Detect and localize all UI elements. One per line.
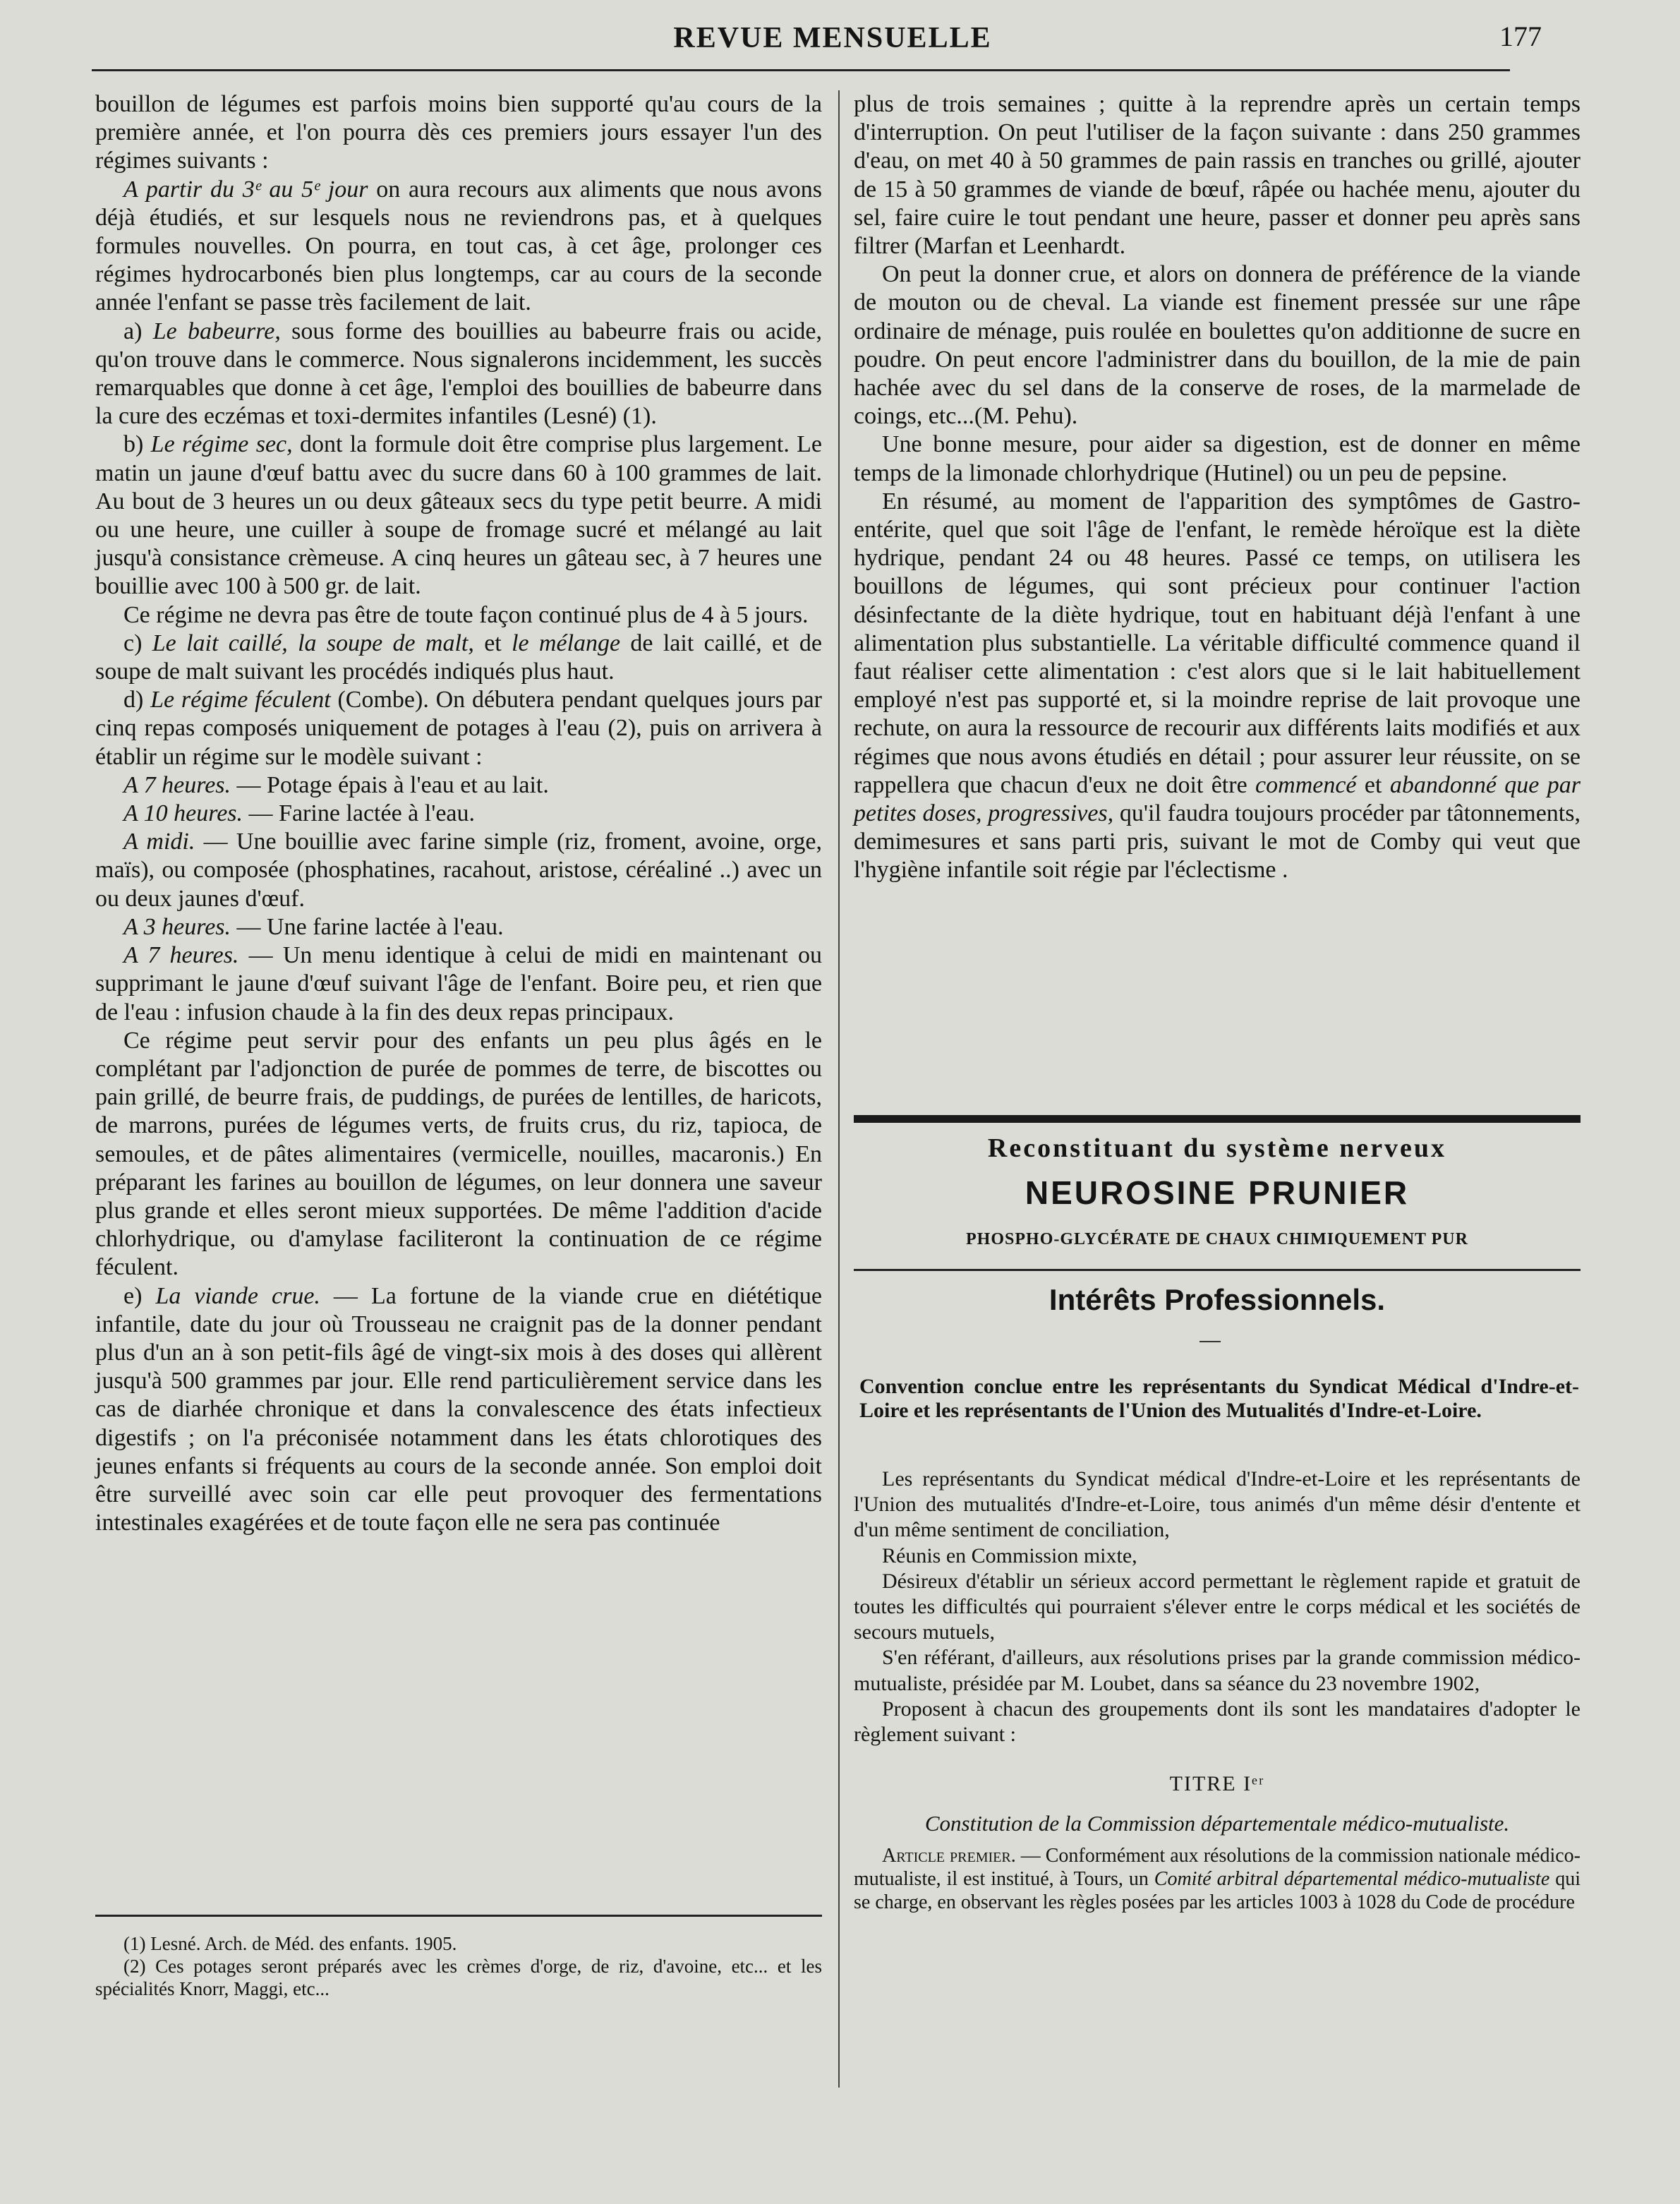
list-item-b: b) Le régime sec, dont la formule doit être comprise plus largement. Le matin un jaune d'œuf battu avec du sucre dans 60 à 100 grammes de lait. Au bout de 3 heures un ou deux gâteaux secs du type petit beurre. A midi ou une heure, une cuiller à soupe de fromage sucré et mélangé au lait jusqu'à consistance crèmeuse. A cinq heures un gâteau sec, à 7 heures une bouillie avec 100 à 500 gr. de lait. <box>95 431 822 600</box>
list-item-c: c) Le lait caillé, la soupe de malt, et le mélange de lait caillé, et de soupe de malt suivant les procédés indiqués plus haut. <box>95 630 822 685</box>
convention-body <box>854 1467 1581 1914</box>
paragraph: Réunis en Commission mixte, <box>882 1543 1137 1567</box>
titre-heading: TITRE Iᵉʳ <box>1169 1772 1265 1796</box>
footnote: (1) Lesné. Arch. de Méd. des enfants. 1905. <box>123 1933 457 1954</box>
paragraph: En résumé, au moment de l'apparition des symptômes de Gastro-entérite, quel que soit l'âge de l'enfant, le remède héroïque est la diète hydrique, pendant 24 ou 48 heures. Passé ce temps, on utilisera les bouillons de légumes, qui sont précieux pour continuer l'action désinfectante de la diète hydrique, tout en habituant déjà l'enfant à une alimentation plus substantielle. La véritable difficulté commence quand il faut réaliser cette alimentation : c'est alors que si le lait habituellement employé n'est pas supporté et, si la moindre reprise de lait provoque une rechute, on aura la ressource de recourir aux différents laits modifiés et aux régimes que nous avons étudiés en détail ; pour assurer leur réussite, on se rappellera que chacun d'eux ne doit être commencé et abandonné que par petites doses, progressives, qu'il faudra toujours procéder par tâtonnements, demimesures et sans parti pris, suivant le mot de Comby qui veut que l'hygiène infantile soit régie par l'éclectisme . <box>854 488 1581 884</box>
paragraph: Une bonne mesure, pour aider sa digestion, est de donner en même temps de la limonade chlorhydrique (Hutinel) ou un peu de pepsine. <box>854 431 1581 486</box>
paragraph: Ce régime peut servir pour des enfants un peu plus âgés en le complétant par l'adjonction de purée de pommes de terre, de biscottes ou pain grillé, de beurre frais, de puddings, de purées de lentilles, de haricots, de marrons, purées de légumes verts, de fruits crus, du riz, tapioca, de semoules, et de pâtes alimentaires (vermicelle, nouilles, macaronis.) En préparant les farines au bouillon de légumes, on leur donnera une saveur plus grande et elles seront mieux supportées. De même l'addition d'acide chlorhydrique, ou d'amylase faciliteront la continuation de ce régime féculent. <box>95 1027 822 1281</box>
constitution-heading: Constitution de la Commission départementale médico-mutualiste. <box>924 1811 1510 1836</box>
paragraph: Ce régime ne devra pas être de toute façon continué plus de 4 à 5 jours. <box>123 601 809 628</box>
column-divider <box>838 90 840 2088</box>
menu-line: A 7 heures. — Un menu identique à celui de midi en maintenant ou supprimant le jaune d'œuf suivant l'âge de l'enfant. Boire peu, et rien que de l'eau : infusion chaude à la fin des deux repas principaux. <box>95 942 822 1025</box>
list-item-e: e) La viande crue. — La fortune de la viande crue en diététique infantile, date du jour où Trousseau ne craignit pas de la donner pendant plus d'un an à son petit-fils âgé de vingt-six mois à des doses qui allèrent jusqu'à 500 grammes par jour. Elle rend particulièrement service dans les cas de diarhée chronique et dans la convalescence des états infectieux digestifs ; on l'a préconisée notamment dans les états chlorotiques des jeunes enfants si fréquents au cours de la seconde année. Son emploi doit être surveillé avec soin car elle peut provoquer des fermentations intestinales exagérées et de toute façon elle ne sera pas continuée <box>95 1282 822 1536</box>
paragraph: S'en référant, d'ailleurs, aux résolutions prises par la grande commission médico-mutualiste, présidée par M. Loubet, dans sa séance du 23 novembre 1902, <box>854 1646 1581 1695</box>
right-column <box>854 90 1581 885</box>
header-rule <box>92 69 1510 71</box>
left-column <box>95 90 822 1537</box>
ad-tagline: Reconstituant du système nerveux <box>987 1133 1447 1163</box>
page-header <box>92 16 1573 58</box>
list-item-a: a) Le babeurre, sous forme des bouillies au babeurre frais ou acide, qu'on trouve dans le commerce. Nous signalerons incidemment, les succès remarquables que donne à cet âge, l'emploi des bouillies de babeurre dans la cure des eczémas et toxi-dermites infantiles (Lesné) (1). <box>95 318 822 430</box>
paragraph: bouillon de légumes est parfois moins bien supporté qu'au cours de la première année, et l'on pourra dès ces premiers jours essayer l'un des régimes suivants : <box>95 91 822 174</box>
journal-title: REVUE MENSUELLE <box>673 22 992 54</box>
footnote-rule <box>95 1915 822 1917</box>
section-heading: Intérêts Professionnels. <box>1049 1283 1386 1316</box>
footnote: (2) Ces potages seront préparés avec les crèmes d'orge, de riz, d'avoine, etc... et les spécialités Knorr, Maggi, etc... <box>95 1956 822 1999</box>
menu-line: A 3 heures. — Une farine lactée à l'eau. <box>123 913 504 940</box>
paragraph: A partir du 3ᵉ au 5ᵉ jour on aura recours aux aliments que nous avons déjà étudiés, et sur lesquels nous ne reviendrons pas, et à quelques formules nouvelles. On pourra, en tout cas, à cet âge, prolonger ces régimes hydrocarbonés bien plus longtemps, car au cours de la seconde année l'enfant se passe très facilement de lait. <box>95 176 822 316</box>
paragraph: plus de trois semaines ; quitte à la reprendre après un certain temps d'interruption. On peut l'utiliser de la façon suivante : dans 250 grammes d'eau, on met 40 à 50 grammes de pain rassis en tranches ou grillé, ajouter de 15 à 50 grammes de viande de bœuf, râpée ou hachée menu, ajouter du sel, faire cuire le tout pendant une heure, passer et donner peu après sans filtrer (Marfan et Leenhardt. <box>854 91 1581 260</box>
menu-line: A 7 heures. — Potage épais à l'eau et au lait. <box>123 771 549 798</box>
paragraph: Proposent à chacun des groupements dont ils sont les mandataires d'adopter le règlement suivant : <box>854 1697 1581 1747</box>
menu-line: A 10 heures. — Farine lactée à l'eau. <box>123 800 476 827</box>
page-number: 177 <box>1499 20 1542 52</box>
ad-product-name: NEUROSINE PRUNIER <box>1025 1174 1410 1211</box>
ad-rule <box>854 1269 1581 1271</box>
italic-text: A partir du 3ᵉ au 5ᵉ jour <box>123 176 368 203</box>
article-label: Article premier. <box>882 1844 1016 1867</box>
convention-heading: Convention conclue entre les représentants du Syndicat Médical d'Indre-et-Loire et les représentants de l'Union des Mutualités d'Indre-et-Loire. <box>859 1375 1579 1422</box>
menu-line: A midi. — Une bouillie avec farine simple (riz, froment, avoine, orge, maïs), ou composée (phosphatines, racahout, aristose, céréaliné ..) avec un ou deux jaunes d'œuf. <box>95 829 822 912</box>
footnotes <box>95 1932 822 2000</box>
section-dash <box>1199 1341 1221 1342</box>
ad-description: PHOSPHO-GLYCÉRATE DE CHAUX CHIMIQUEMENT PUR <box>966 1230 1468 1248</box>
list-item-d: d) Le régime féculent (Combe). On débutera pendant quelques jours par cinq repas composés uniquement de potages à l'eau (2), puis on arrivera à établir un régime sur le modèle suivant : <box>95 687 823 770</box>
paragraph: Désireux d'établir un sérieux accord permettant le règlement rapide et gratuit de toutes les difficultés qui pourraient s'élever entre le corps médical et les sociétés de secours mutuels, <box>854 1569 1581 1644</box>
advertisement <box>854 1115 1581 1271</box>
paragraph: Les représentants du Syndicat médical d'Indre-et-Loire et les représentants de l'Union des mutualités d'Indre-et-Loire, tous animés d'un même désir d'entente et d'un même sentiment de conciliation, <box>854 1467 1581 1542</box>
ad-rule <box>854 1115 1581 1123</box>
article-paragraph: Article premier. — Conformément aux résolutions de la commission nationale médico-mutualiste, il est institué, à Tours, un Comité arbitral départemental médico-mutualiste qui se charge, en observant les règles posées par les articles 1003 à 1028 du Code de procédure <box>854 1844 1581 1913</box>
paragraph: On peut la donner crue, et alors on donnera de préférence de la viande de mouton ou de cheval. La viande est finement pressée sur une râpe ordinaire de ménage, puis roulée en boulettes qu'on additionne de sucre en poudre. On peut encore l'administrer dans du bouillon, de la mie de pain hachée avec du sel dans de la conserve de roses, de la marmelade de coings, etc...(M. Pehu). <box>854 261 1581 430</box>
